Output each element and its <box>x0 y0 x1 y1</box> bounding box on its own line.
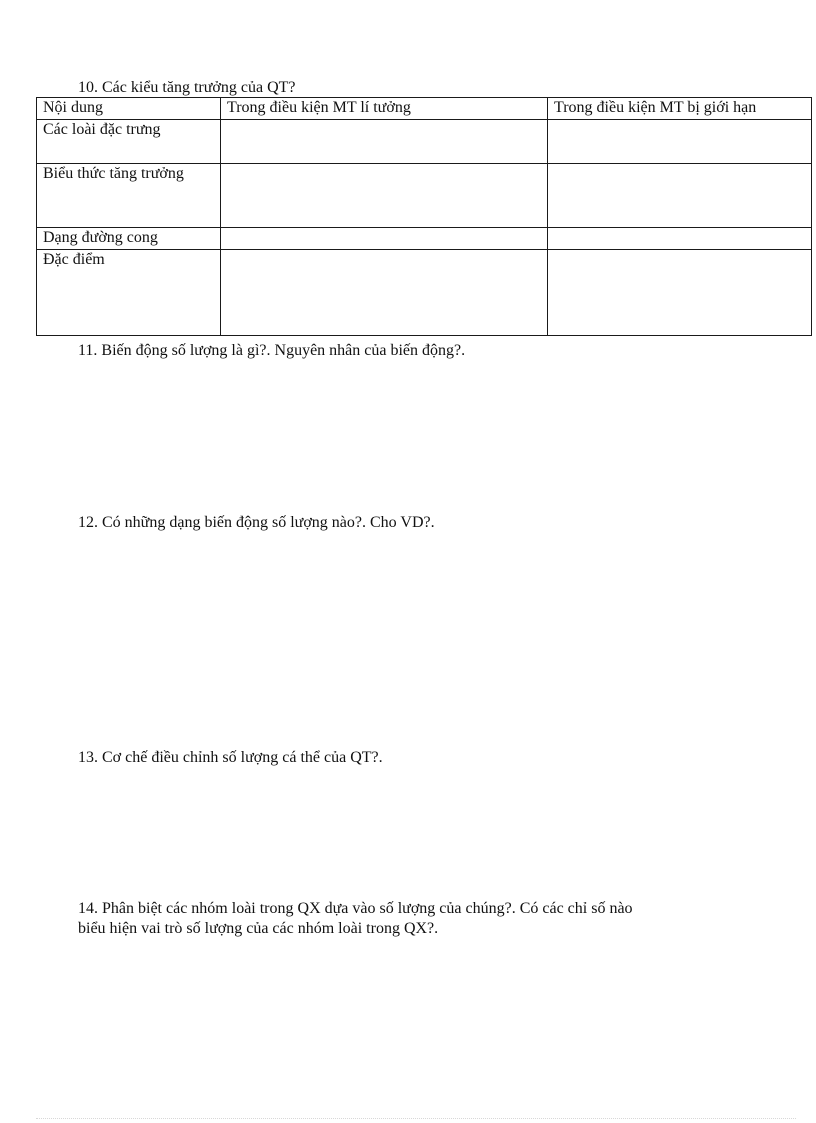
cell-limited <box>548 228 812 250</box>
page-bottom-divider <box>36 1118 796 1119</box>
cell-limited <box>548 250 812 336</box>
row-label-growth-expression: Biểu thức tăng trưởng <box>37 164 221 228</box>
row-label-characteristics: Đặc điểm <box>37 250 221 336</box>
header-ideal-env: Trong điều kiện MT lí tưởng <box>221 98 548 120</box>
table-row <box>37 250 812 336</box>
table-header-row <box>37 98 812 120</box>
question-12: 12. Có những dạng biến động số lượng nào?. Cho VD?. <box>78 514 435 531</box>
question-10-title: 10. Các kiểu tăng trưởng của QT? <box>78 79 296 96</box>
cell-ideal <box>221 164 548 228</box>
question-14-line-1: 14. Phân biệt các nhóm loài trong QX dựa vào số lượng của chúng?. Có các chỉ số nào <box>78 900 633 917</box>
header-content: Nội dung <box>37 98 221 120</box>
cell-ideal <box>221 228 548 250</box>
table-row <box>37 228 812 250</box>
cell-ideal <box>221 120 548 164</box>
table-row <box>37 120 812 164</box>
cell-limited <box>548 120 812 164</box>
table-row <box>37 164 812 228</box>
row-label-species: Các loài đặc trưng <box>37 120 221 164</box>
row-label-curve-shape: Dạng đường cong <box>37 228 221 250</box>
header-limited-env: Trong điều kiện MT bị giới hạn <box>548 98 812 120</box>
question-13: 13. Cơ chế điều chỉnh số lượng cá thể của QT?. <box>78 749 383 766</box>
question-14-line-2: biểu hiện vai trò số lượng của các nhóm loài trong QX?. <box>78 920 439 937</box>
cell-limited <box>548 164 812 228</box>
question-11: 11. Biến động số lượng là gì?. Nguyên nhân của biến động?. <box>78 342 466 359</box>
growth-comparison-table <box>36 97 812 336</box>
cell-ideal <box>221 250 548 336</box>
